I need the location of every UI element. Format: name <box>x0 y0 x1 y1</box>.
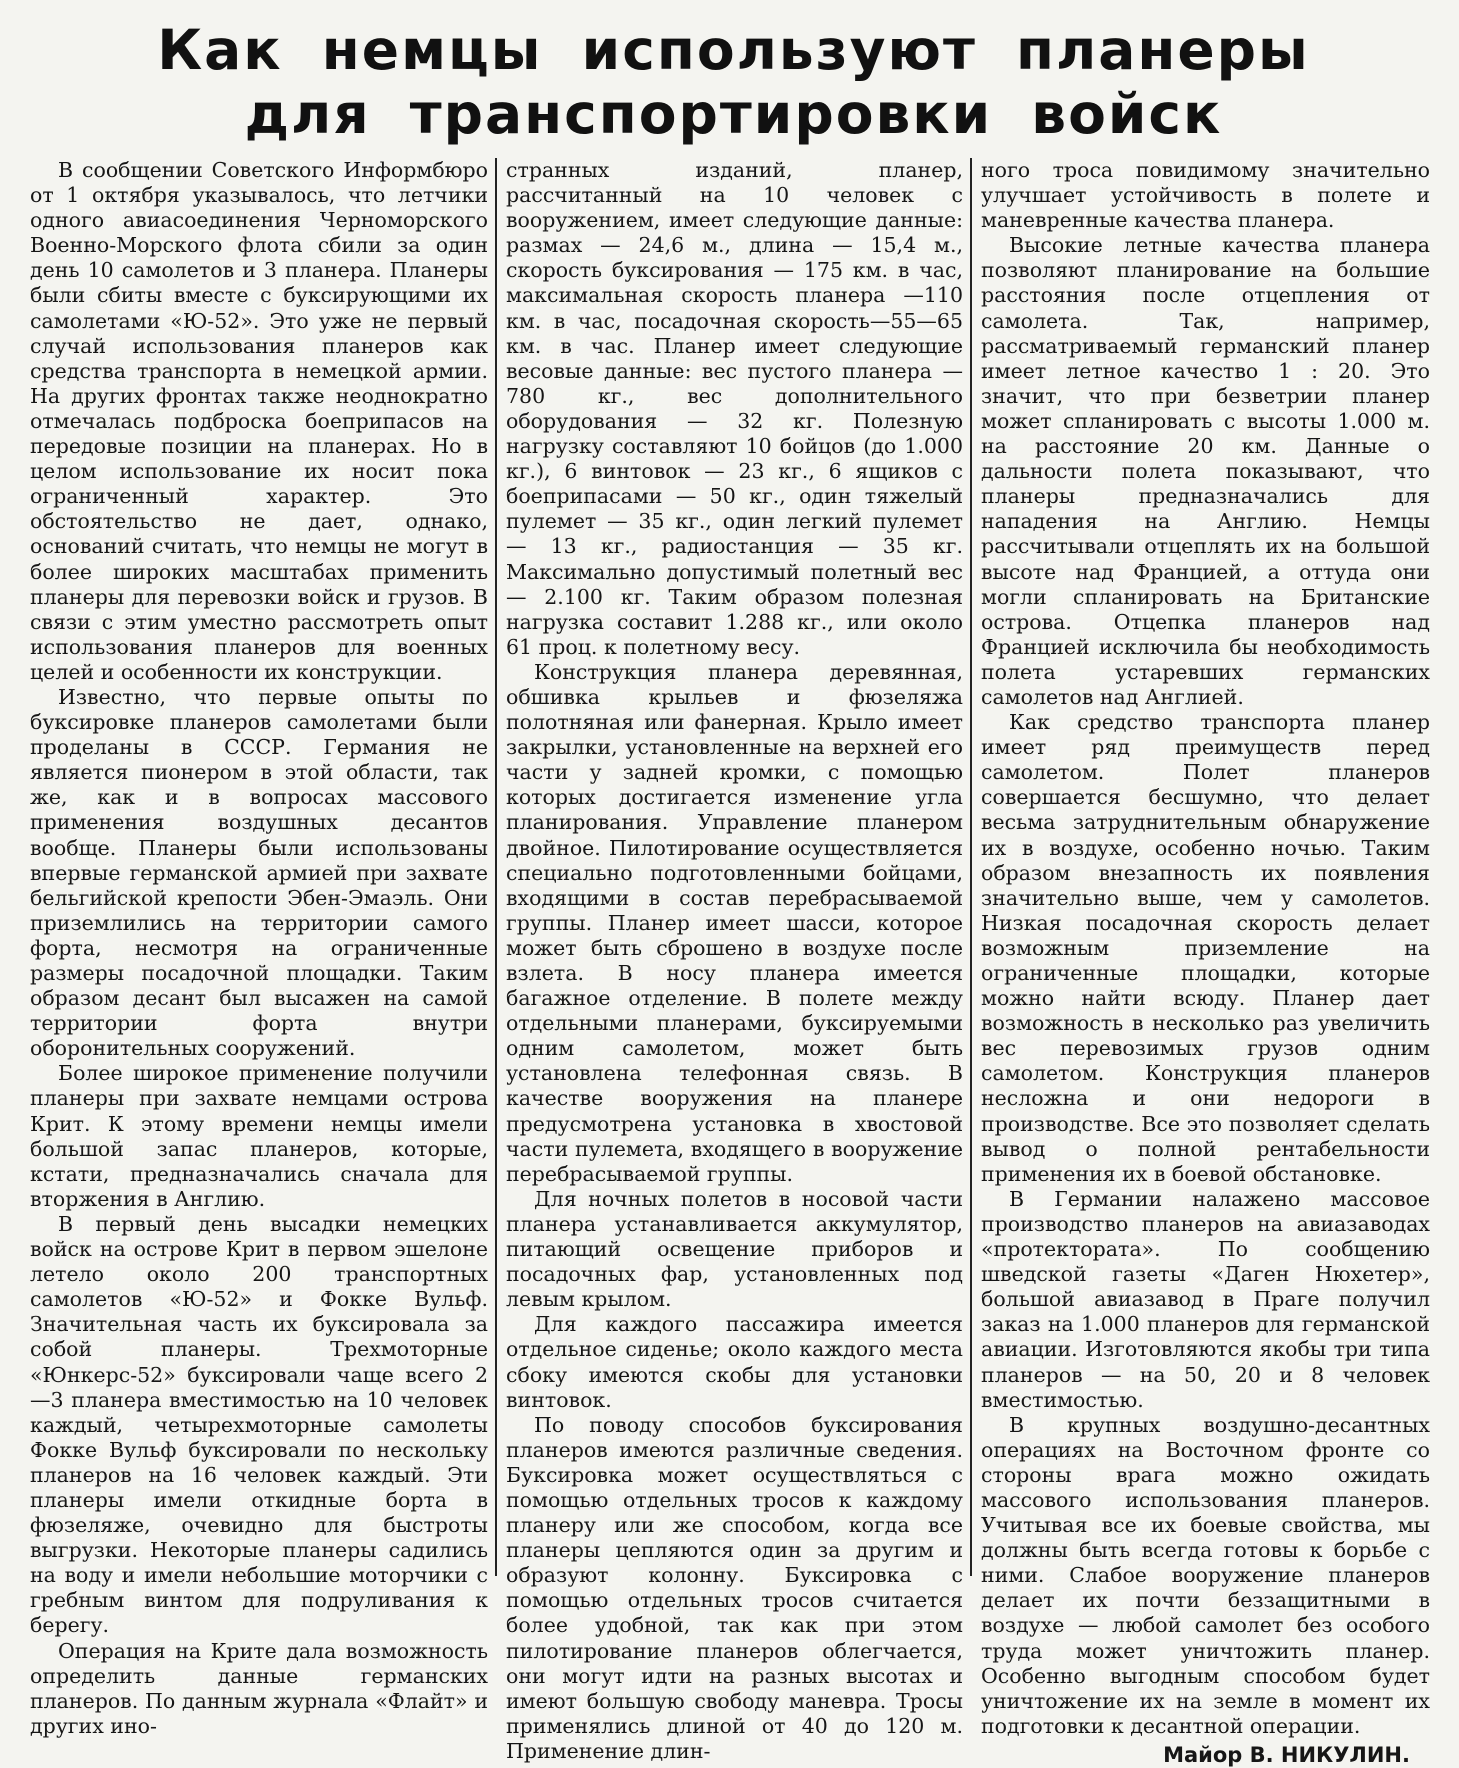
paragraph: Конструкция планера деревянная, обшивка крыльев и фюзеляжа полотняная или фанерная. Крыло имеет закрылки, установленные на верхней его части у задней кромки, с помощью которых достигается изменение угла планирования. Управление планером двойное. Пилотирование осуществляется специально подготовленными бойцами, входящими в состав перебрасываемой группы. Планер имеет шасси, которое может быть сброшено в воздухе после взлета. В носу планера имеется багажное отделение. В полете между отдельными планерами, буксируемыми одним самолетом, может быть установлена телефонная связь. В качестве вооружения на планере предусмотрена установка в хвостовой части пулемета, входящего в вооружение перебрасываемой группы. <box>506 659 963 1186</box>
paragraph: Более широкое применение получили планеры при захвате немцами острова Крит. К этому времени немцы имели большой запас планеров, которые, кстати, предназначались сначала для вторжения в Англию. <box>30 1061 488 1211</box>
paragraph: странных изданий, планер, рассчитанный на 10 человек с вооружением, имеет следующие данные: размах — 24,6 м., длина — 15,4 м., скорость буксирования — 175 км. в час, максимальная скорость планера —110 км. в час, посадочная скорость—55—65 км. в час. Планер имеет следующие весовые данные: вес пустого планера — 780 кг., вес дополнительного оборудования — 32 кг. Полезную нагрузку составляют 10 бойцов (до 1.000 кг.), 6 винтовок — 23 кг., 6 ящиков с боеприпасами — 50 кг., один тяжелый пулемет — 35 кг., один легкий пулемет — 13 кг., радиостанция — 35 кг. Максимально допустимый полетный вес — 2.100 кг. Таким образом полезная нагрузка составит 1.288 кг., или около 61 проц. к полетному весу. <box>506 158 963 659</box>
paragraph: Для ночных полетов в носовой части планера устанавливается аккумулятор, питающий освещение приборов и посадочных фар, установленных под левым крылом. <box>506 1186 963 1312</box>
headline-line-2: для транспортировки войск <box>244 82 1223 146</box>
paragraph: Для каждого пассажира имеется отдельное сиденье; около каждого места сбоку имеются скобы для установки винтовок. <box>506 1312 963 1412</box>
paragraph: По поводу способов буксирования планеров имеются различные сведения. Буксировка может осуществляться с помощью отдельных тросов к каждому планеру или же способом, когда все планеры цепляются один за другим и образуют колонну. Буксировка с помощью отдельных тросов считается более удобной, так как при этом пилотирование планеров облегчается, они могут идти на разных высотах и имеют большую свободу маневра. Тросы применялись длиной от 40 до 120 м. Применение длин- <box>506 1412 963 1763</box>
column-1 <box>30 158 495 1738</box>
headline-line-1: Как немцы используют планеры <box>157 18 1310 82</box>
paragraph: ного троса повидимому значительно улучшает устойчивость в полете и маневренные качества планера. <box>981 158 1430 233</box>
paragraph: В сообщении Советского Информбюро от 1 октября указывалось, что летчики одного авиасоединения Черноморского Военно-Морского флота сбили за один день 10 самолетов и 3 планера. Планеры были сбиты вместе с буксирующими их самолетами «Ю-52». Это уже не первый случай использования планеров как средства транспорта в немецкой армии. На других фронтах также неоднократно отмечалась подброска боеприпасов на передовые позиции на планерах. Но в целом использование их носит пока ограниченный характер. Это обстоятельство не дает, однако, оснований считать, что немцы не могут в более широких масштабах применить планеры для перевозки войск и грузов. В связи с этим уместно рассмотреть опыт использования планеров для военных целей и особенности их конструкции. <box>30 158 488 684</box>
author-signature: Майор В. НИКУЛИН. <box>1163 1742 1410 1767</box>
paragraph: В крупных воздушно-десантных операциях на Восточном фронте со стороны врага можно ожидать массового использования планеров. Учитывая все их боевые свойства, мы должны быть всегда готовы к борьбе с ними. Слабое вооружение планеров делает их почти беззащитными в воздухе — любой самолет без особого труда может уничтожить планер. Особенно выгодным способом будет уничтожение их на земле в момент их подготовки к десантной операции. <box>981 1412 1430 1738</box>
column-3 <box>970 158 1430 1767</box>
paragraph: Операция на Крите дала возможность определить данные германских планеров. По данным журнала «Флайт» и других ино- <box>30 1638 488 1738</box>
paragraph: В первый день высадки немецких войск на острове Крит в первом эшелоне летело около 200 транспортных самолетов «Ю-52» и Фокке Вульф. Значительная часть их буксировала за собой планеры. Трехмоторные «Юнкерс-52» буксировали чаще всего 2—3 планера вместимостью на 10 человек каждый, четырехмоторные самолеты Фокке Вульф буксировали по нескольку планеров на 16 человек каждый. Эти планеры имели откидные борта в фюзеляже, очевидно для быстроты выгрузки. Некоторые планеры садились на воду и имели небольшие моторчики с гребным винтом для подруливания к берегу. <box>30 1211 488 1638</box>
column-2 <box>495 158 970 1763</box>
paragraph: Как средство транспорта планер имеет ряд преимуществ перед самолетом. Полет планеров совершается бесшумно, что делает весьма затруднительным обнаружение их в воздухе, особенно ночью. Таким образом внезапность их появления значительно выше, чем у самолетов. Низкая посадочная скорость делает возможным приземление на ограниченные площадки, которые можно найти всюду. Планер дает возможность в несколько раз увеличить вес перевозимых грузов одним самолетом. Конструкция планеров несложна и они недороги в производстве. Все это позволяет сделать вывод о полной рентабельности применения их в боевой обстановке. <box>981 710 1430 1186</box>
paragraph: В Германии налажено массовое производство планеров на авиазаводах «протектората». По сообщению шведской газеты «Даген Нюхетер», большой авиазавод в Праге получил заказ на 1.000 планеров для германской авиации. Изготовляются якобы три типа планеров — на 50, 20 и 8 человек вместимостью. <box>981 1186 1430 1412</box>
paragraph: Высокие летные качества планера позволяют планирование на большие расстояния после отцепления от самолета. Так, например, рассматриваемый германский планер имеет летное качество 1 : 20. Это значит, что при безветрии планер может спланировать с высоты 1.000 м. на расстояние 20 км. Данные о дальности полета показывают, что планеры предназначались для нападения на Англию. Немцы рассчитывали отцеплять их на большой высоте над Францией, а оттуда они могли спланировать на Британские острова. Отцепка планеров над Францией исключила бы необходимость полета устаревших германских самолетов над Англией. <box>981 233 1430 709</box>
article-headline <box>30 18 1437 146</box>
paragraph: Известно, что первые опыты по буксировке планеров самолетами были проделаны в СССР. Германия не является пионером в этой области, так же, как и в вопросах массового применения воздушных десантов вообще. Планеры были использованы впервые германской армией при захвате бельгийской крепости Эбен-Эмаэль. Они приземлились на территории самого форта, несмотря на ограниченные размеры посадочной площадки. Таким образом десант был высажен на самой территории форта внутри оборонительных сооружений. <box>30 684 488 1061</box>
article-columns <box>30 158 1437 1767</box>
